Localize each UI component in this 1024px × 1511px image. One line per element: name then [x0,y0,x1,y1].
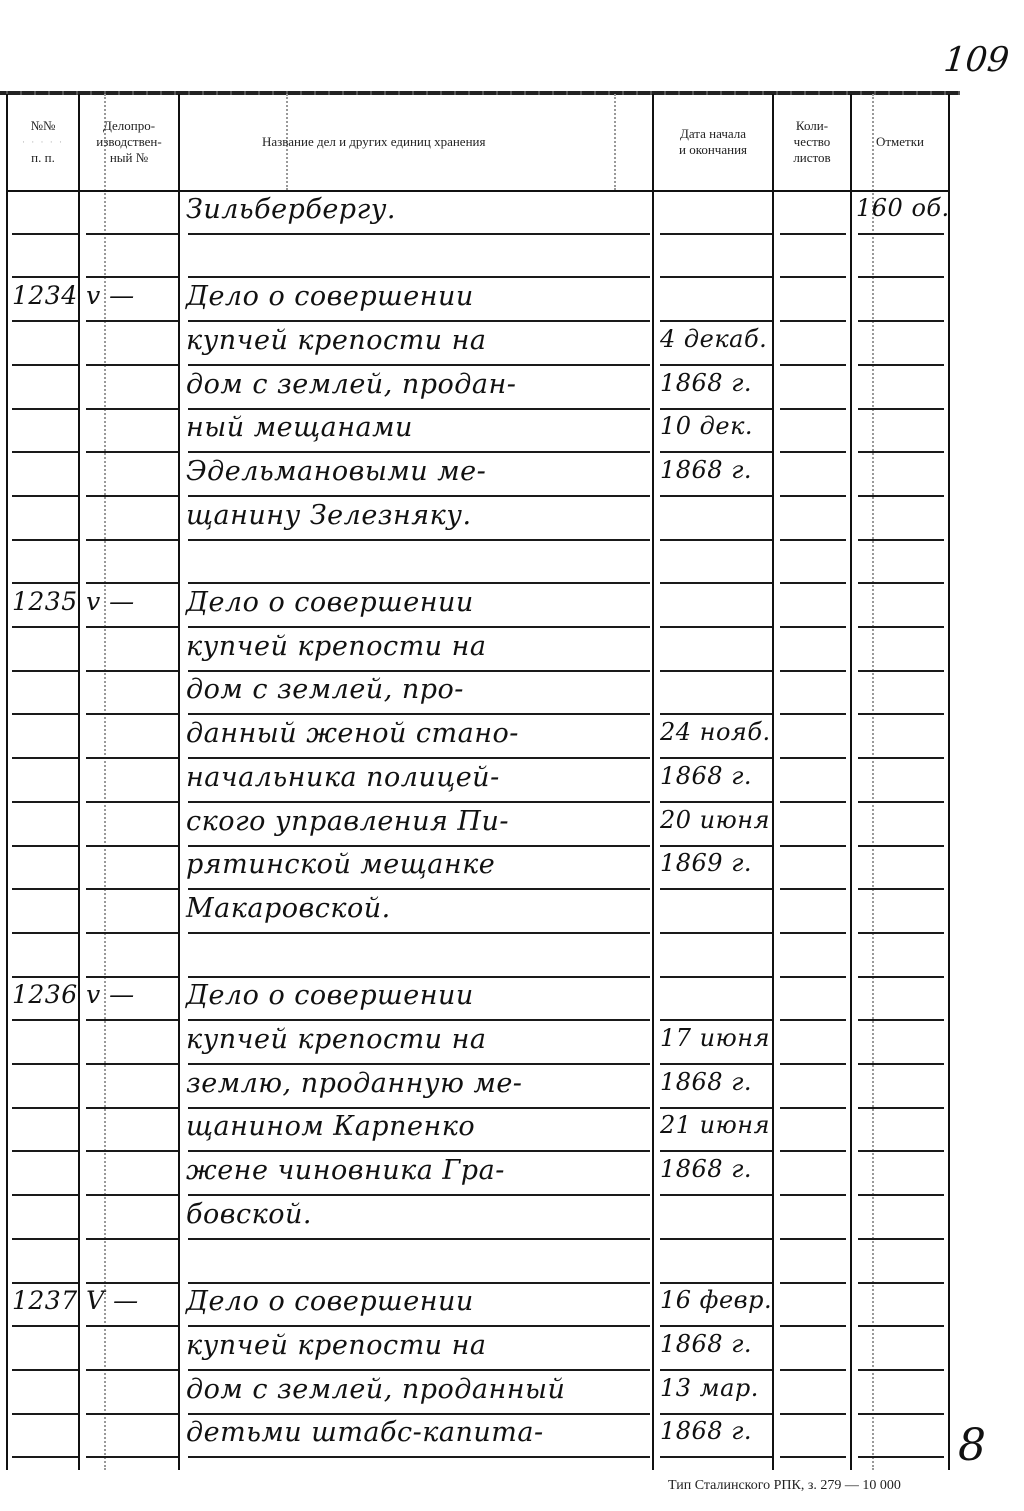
case-title-line: землю, проданную ме- [186,1067,523,1099]
row-rule [12,1063,78,1065]
case-date: 17 июня [660,1024,770,1052]
row-rule [86,495,178,497]
case-title-line: жене чиновника Гра- [186,1155,505,1187]
row-rule [86,670,178,672]
row-rule [86,1107,178,1109]
row-rule [858,976,944,978]
row-rule [660,539,772,541]
row-rule [188,276,650,278]
row-rule [86,364,178,366]
column-border [6,94,8,1470]
column-border [652,94,654,1470]
row-rule [660,932,772,934]
row-rule [780,1019,846,1021]
row-rule [780,495,846,497]
row-rule [86,408,178,410]
row-rule [12,670,78,672]
row-rule [12,1413,78,1415]
header-rule [6,190,950,192]
case-title-line: Дело о совершении [186,587,474,618]
case-title-line: купчей крепости на [186,324,487,356]
row-rule [188,1456,650,1458]
row-rule [780,757,846,759]
row-rule [86,451,178,453]
row-rule [858,1325,944,1327]
case-title-line: дом с землей, проданный [186,1373,566,1405]
column-border [948,94,950,1470]
row-rule [86,1150,178,1152]
row-rule [12,801,78,803]
header-notes [852,94,948,190]
case-date: 1869 г. [660,849,752,878]
row-rule [660,582,772,584]
row-rule [858,845,944,847]
row-rule [660,1325,772,1327]
header-label: листов [793,150,831,165]
row-rule [12,1369,78,1371]
row-rule [780,626,846,628]
row-rule [780,233,846,235]
row-rule [12,845,78,847]
row-rule [188,1325,650,1327]
row-number: 1237 V — [12,1286,139,1316]
case-date: 1868 г. [660,1067,752,1096]
header-label: ный № [109,150,149,165]
case-date: 20 июня [660,805,770,834]
row-rule [858,1107,944,1109]
header-label: и окончания [678,142,748,157]
row-number: 1235 v — [12,587,135,616]
row-rule [188,976,650,978]
row-rule [858,1150,944,1152]
header-label: Название дел и других единиц хранения [262,134,486,149]
row-rule [188,539,650,541]
row-rule [780,1063,846,1065]
row-rule [660,713,772,715]
row-rule [858,1238,944,1240]
row-rule [780,582,846,584]
row-rule [86,276,178,278]
row-rule [12,320,78,322]
case-title-line: детьми штабс-капита- [186,1417,544,1449]
row-rule [780,713,846,715]
case-date: 1868 г. [660,455,752,484]
case-title-line: купчей крепости на [186,630,487,662]
row-rule [780,801,846,803]
row-rule [660,408,772,410]
case-title-line: ского управления Пи- [186,805,509,837]
inventory-table [6,94,950,1470]
row-rule [660,1150,772,1152]
row-rule [188,320,650,322]
row-rule [12,276,78,278]
case-title-line: щанином Карпенко [186,1111,476,1143]
row-rule [86,320,178,322]
case-title-line: Эдельмановыми ме- [186,455,487,487]
row-rule [660,364,772,366]
row-rule [86,1456,178,1458]
case-date: 1868 г. [660,1155,752,1184]
case-date: 16 февр. [660,1286,773,1315]
row-rule [660,233,772,235]
row-rule [858,757,944,759]
row-rule [858,539,944,541]
row-rule [188,1369,650,1371]
row-rule [12,1150,78,1152]
row-rule [86,976,178,978]
row-rule [12,539,78,541]
header-label: Дата начала [679,126,747,141]
row-number: 1236 v — [12,980,135,1010]
case-title-line: Дело о совершении [186,1286,474,1318]
case-title-line: рятинской мещанке [186,849,496,881]
row-rule [660,626,772,628]
header-sheet-count [774,94,850,190]
row-rule [188,408,650,410]
row-rule [86,626,178,628]
header-row-number: №№ · · · · · п. п. [22,118,64,165]
row-rule [12,713,78,715]
row-rule [86,233,178,235]
row-rule [86,1063,178,1065]
case-title-line: дом с землей, продан- [186,368,517,400]
row-rule [660,1456,772,1458]
row-rule [12,888,78,890]
row-rule [858,495,944,497]
case-title-line: Зильбербергу. [186,193,396,225]
row-rule [188,888,650,890]
case-title-line: бовской. [186,1198,312,1230]
case-date: 21 июня [660,1111,770,1140]
row-rule [86,1019,178,1021]
row-rule [660,1238,772,1240]
row-rule [188,713,650,715]
row-rule [12,1194,78,1196]
printer-imprint: Тип Сталинского РПК, з. 279 — 10 000 [668,1478,901,1493]
row-rule [780,1369,846,1371]
row-rule [12,932,78,934]
row-rule [858,276,944,278]
row-rule [858,626,944,628]
row-rule [188,364,650,366]
row-rule [86,1413,178,1415]
row-rule [780,888,846,890]
case-title-line: щанину Зелезняку. [186,499,472,531]
row-rule [86,1282,178,1284]
case-title-line: начальника полицей- [186,761,500,793]
case-date: 1868 г. [660,1417,752,1446]
row-rule [858,888,944,890]
row-rule [858,670,944,672]
case-notes: 160 об. [856,193,950,222]
header-label: изводствен- [96,134,162,149]
row-rule [188,495,650,497]
row-rule [12,626,78,628]
row-rule [12,1238,78,1240]
row-rule [780,1238,846,1240]
column-border [850,94,852,1470]
row-rule [188,233,650,235]
case-title-line: купчей крепости на [186,1329,487,1361]
row-rule [660,888,772,890]
row-rule [660,976,772,978]
row-rule [858,713,944,715]
margin-mark: 8 [958,1420,986,1471]
row-rule [660,1107,772,1109]
row-rule [780,364,846,366]
row-rule [780,1456,846,1458]
row-rule [660,451,772,453]
row-rule [86,932,178,934]
row-rule [86,1325,178,1327]
header-label: №№ [30,118,56,133]
header-dates [654,94,772,190]
case-title-line: купчей крепости на [186,1024,487,1055]
row-rule [660,320,772,322]
header-label: Отметки [875,134,925,149]
row-rule [858,1194,944,1196]
row-rule [780,320,846,322]
row-rule [188,757,650,759]
row-rule [86,757,178,759]
row-rule [780,1107,846,1109]
case-date: 24 нояб. [660,718,771,747]
row-rule [858,582,944,584]
row-rule [188,670,650,672]
column-border [178,94,180,1470]
row-rule [780,1413,846,1415]
row-rule [780,976,846,978]
row-rule [660,1063,772,1065]
row-rule [188,1282,650,1284]
row-rule [86,1369,178,1371]
row-rule [86,801,178,803]
row-rule [86,1194,178,1196]
row-rule [780,670,846,672]
row-rule [858,1282,944,1284]
row-rule [858,1456,944,1458]
row-rule [660,276,772,278]
row-rule [780,408,846,410]
row-rule [660,845,772,847]
row-rule [780,845,846,847]
row-rule [12,976,78,978]
row-rule [188,1238,650,1240]
row-rule [86,845,178,847]
row-rule [660,495,772,497]
row-rule [188,1019,650,1021]
row-rule [188,626,650,628]
case-title-line: ный мещанами [186,412,413,444]
row-rule [780,1325,846,1327]
row-rule [12,233,78,235]
row-rule [188,932,650,934]
row-rule [12,1325,78,1327]
row-rule [660,670,772,672]
row-rule [858,451,944,453]
row-rule [12,582,78,584]
row-rule [12,1019,78,1021]
page-number: 109 [941,40,1012,80]
case-title-line: Дело о совершении [186,980,474,1012]
row-rule [780,932,846,934]
row-rule [12,495,78,497]
case-date: 1868 г. [660,1329,752,1358]
row-rule [86,582,178,584]
row-rule [12,364,78,366]
row-rule [188,451,650,453]
case-title-line: данный женой стано- [186,718,519,750]
case-date: 1868 г. [660,761,752,790]
row-rule [858,233,944,235]
row-rule [660,757,772,759]
row-rule [660,1282,772,1284]
row-rule [660,1413,772,1415]
header-label: чество [793,134,831,149]
row-rule [12,1456,78,1458]
row-rule [86,713,178,715]
case-title-line: дом с землей, про- [186,674,464,706]
row-rule [12,408,78,410]
row-rule [858,1019,944,1021]
header-title [180,94,652,190]
row-rule [188,1194,650,1196]
header-label: п. п. [31,150,55,165]
row-rule [858,932,944,934]
column-guide-dotted [872,94,874,1470]
row-rule [780,1150,846,1152]
row-rule [660,1369,772,1371]
row-rule [188,1107,650,1109]
row-rule [12,451,78,453]
column-border [772,94,774,1470]
row-rule [660,1019,772,1021]
row-rule [780,1282,846,1284]
row-rule [86,539,178,541]
header-label: Коли- [795,118,829,133]
row-rule [188,1413,650,1415]
case-date: 4 декаб. [660,324,768,353]
case-date: 13 мар. [660,1373,759,1402]
row-rule [858,1063,944,1065]
row-rule [780,276,846,278]
row-rule [858,320,944,322]
row-rule [660,801,772,803]
row-rule [188,845,650,847]
row-rule [780,1194,846,1196]
row-number: 1234 v — [12,281,135,311]
header-label: Делопро- [102,118,156,133]
row-rule [12,757,78,759]
case-title-line: Макаровской. [186,892,391,924]
row-rule [858,801,944,803]
row-rule [858,408,944,410]
header-case-number [80,94,178,190]
case-title-line: Дело о совершении [186,281,474,313]
row-rule [660,1194,772,1196]
row-rule [858,1369,944,1371]
row-rule [858,1413,944,1415]
row-rule [780,451,846,453]
row-rule [188,1150,650,1152]
row-rule [188,801,650,803]
row-rule [858,364,944,366]
row-rule [12,1107,78,1109]
row-rule [188,582,650,584]
case-date: 1868 г. [660,368,752,397]
row-rule [188,1063,650,1065]
row-rule [86,1238,178,1240]
case-date: 10 дек. [660,412,754,441]
row-rule [86,888,178,890]
row-rule [780,539,846,541]
row-rule [12,1282,78,1284]
